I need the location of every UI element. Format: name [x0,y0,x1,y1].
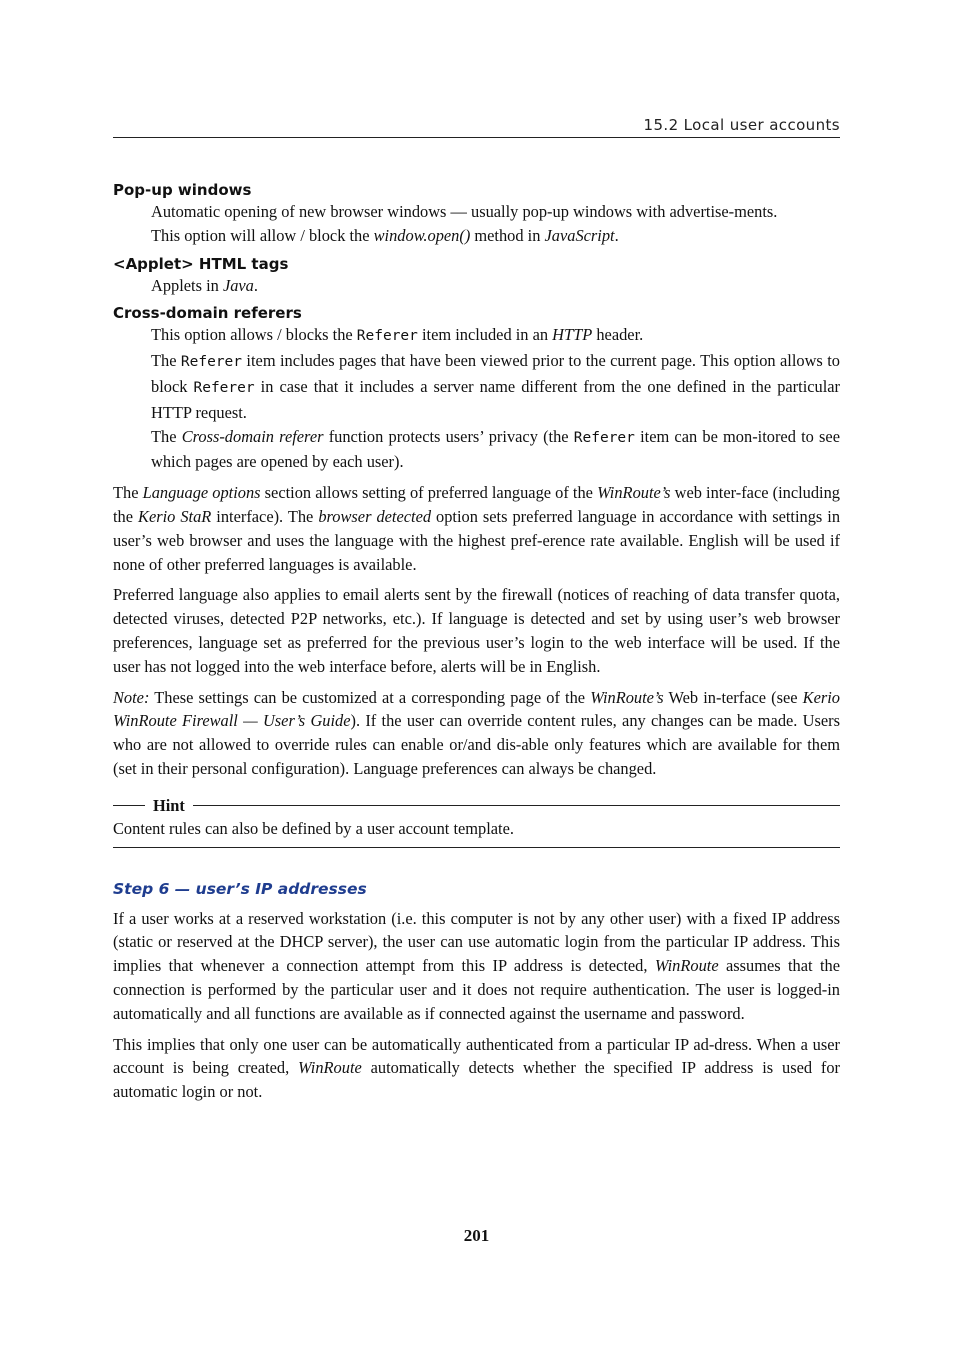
term-cross-domain-referers: Cross-domain referers [113,304,302,323]
term-popup-windows: Pop-up windows [113,181,252,199]
hint-rule-left [113,805,145,806]
hint-text: Content rules can also be defined by a user account template. [113,818,514,838]
page-number: 201 [463,1226,490,1245]
note-paragraph: Note: These settings can be customized at a corresponding page of the WinRoute’s Web in-terface (see Kerio WinRoute Firewall — User’s Guide). If the user can override content rules, any changes can be made. Users who are not allowed to override rules can enable or/and dis-able only features which are available for them (set in their personal configuration). Language preferences can always be changed. [113,687,840,778]
page-content [113,180,840,1104]
hint-box [113,795,840,848]
language-options-paragraph: The Language options section allows setting of preferred language of the WinRoute’s web inter-face (including the Kerio StaR interface). The browser detected option sets preferred language in accordance with settings in user’s web browser and uses the language with the highest pref-erence rate available. English will be used if none of other preferred languages is available. [113,483,841,574]
crossdomain-para-2: The Referer item includes pages that have been viewed prior to the current page. This option allows to block Referer in case that it includes a server name different from the one defined in the particular HTTP request. [151,351,841,422]
crossdomain-para-1: This option allows / blocks the Referer item included in an HTTP header. [151,325,644,345]
definition-cross-domain-referers [151,323,840,474]
popup-line-2: This option will allow / block the window.open() method in JavaScript. [151,225,619,245]
crossdomain-para-3: The Cross-domain referer function protects users’ privacy (the Referer item can be mon-itored to see which pages are opened by each user). [151,426,840,472]
term-applet-tags: <Applet> HTML tags [113,254,289,273]
definition-popup-windows [151,200,840,248]
running-header: 15.2 Local user accounts [113,114,840,138]
hint-rule-right [193,805,840,806]
email-alerts-paragraph: Preferred language also applies to email alerts sent by the firewall (notices of reaching of data transfer quota, detected viruses, detected P2P networks, etc.). If language is detected and set by using user’s web browser preferences, language set as preferred for the previous user’s login to the web interface will be used. If the user has not logged into the web interface before, alerts will be in English. [113,585,840,676]
popup-line-1: Automatic opening of new browser windows — usually pop-up windows with advertise-ments. [151,202,778,221]
ip-addresses-paragraph-2: This implies that only one user can be automatically authenticated from a particular IP ad-dress. When a user account is being created, WinRoute automatically detects whether the specified IP address is used for automatic login or not. [113,1034,840,1102]
definition-applet-tags: Applets in Java. [151,275,258,295]
ip-addresses-paragraph-1: If a user works at a reserved workstation (i.e. this computer is not by any other user) with a fixed IP address (static or reserved at the DHCP server), the user can use automatic login from the particular IP address. This implies that whenever a connection attempt from this IP address is detected, WinRoute assumes that the connection is performed by the particular user and it does not require authentication. The user is logged-in automatically and all functions are available as if connected against the username and password. [113,908,840,1023]
hint-label: Hint [153,795,185,815]
step-6-heading: Step 6 — user’s IP addresses [113,879,367,898]
hint-header [113,795,840,817]
